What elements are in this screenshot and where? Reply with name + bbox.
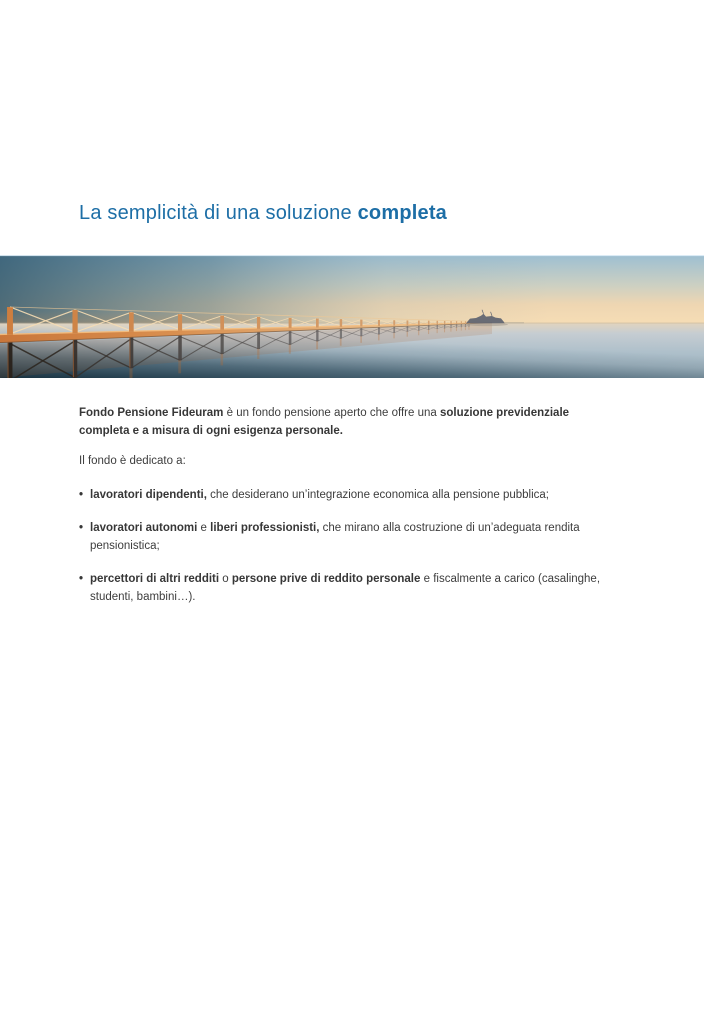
sea bbox=[0, 323, 704, 378]
lead-paragraph: Il fondo è dedicato a: bbox=[79, 455, 186, 467]
list-item-text: percettori di altri redditi o persone prive di reddito personale e fiscalmente a carico (casalinghe, studenti, bambini…). bbox=[90, 573, 601, 603]
list-item-text: lavoratori autonomi e liberi professionisti, che mirano alla costruzione di un’adeguata rendita pensionistica; bbox=[90, 522, 580, 552]
hero-photo bbox=[0, 255, 704, 378]
sky bbox=[0, 255, 704, 334]
photo-top-edge bbox=[0, 255, 704, 256]
bullet-icon: • bbox=[79, 489, 84, 501]
pier-sunset-illustration bbox=[0, 255, 704, 378]
body-text bbox=[79, 404, 601, 621]
list-item-lavoratori-dipendenti bbox=[79, 486, 601, 504]
dedicated-list bbox=[79, 486, 601, 606]
page-title bbox=[79, 201, 447, 225]
title-emphasis: completa bbox=[357, 202, 447, 224]
bullet-icon: • bbox=[79, 522, 84, 534]
bullet-icon: • bbox=[79, 573, 84, 585]
title-text: La semplicità di una soluzione bbox=[79, 202, 358, 224]
list-item-lavoratori-autonomi bbox=[79, 519, 601, 555]
intro-paragraph: Fondo Pensione Fideuram è un fondo pensione aperto che offre una soluzione previdenziale completa e a misura di ogni esigenza personale. bbox=[79, 407, 570, 437]
list-item-text: lavoratori dipendenti, che desiderano un’integrazione economica alla pensione pubblica; bbox=[90, 489, 549, 501]
list-item-percettori-redditi bbox=[79, 570, 601, 606]
